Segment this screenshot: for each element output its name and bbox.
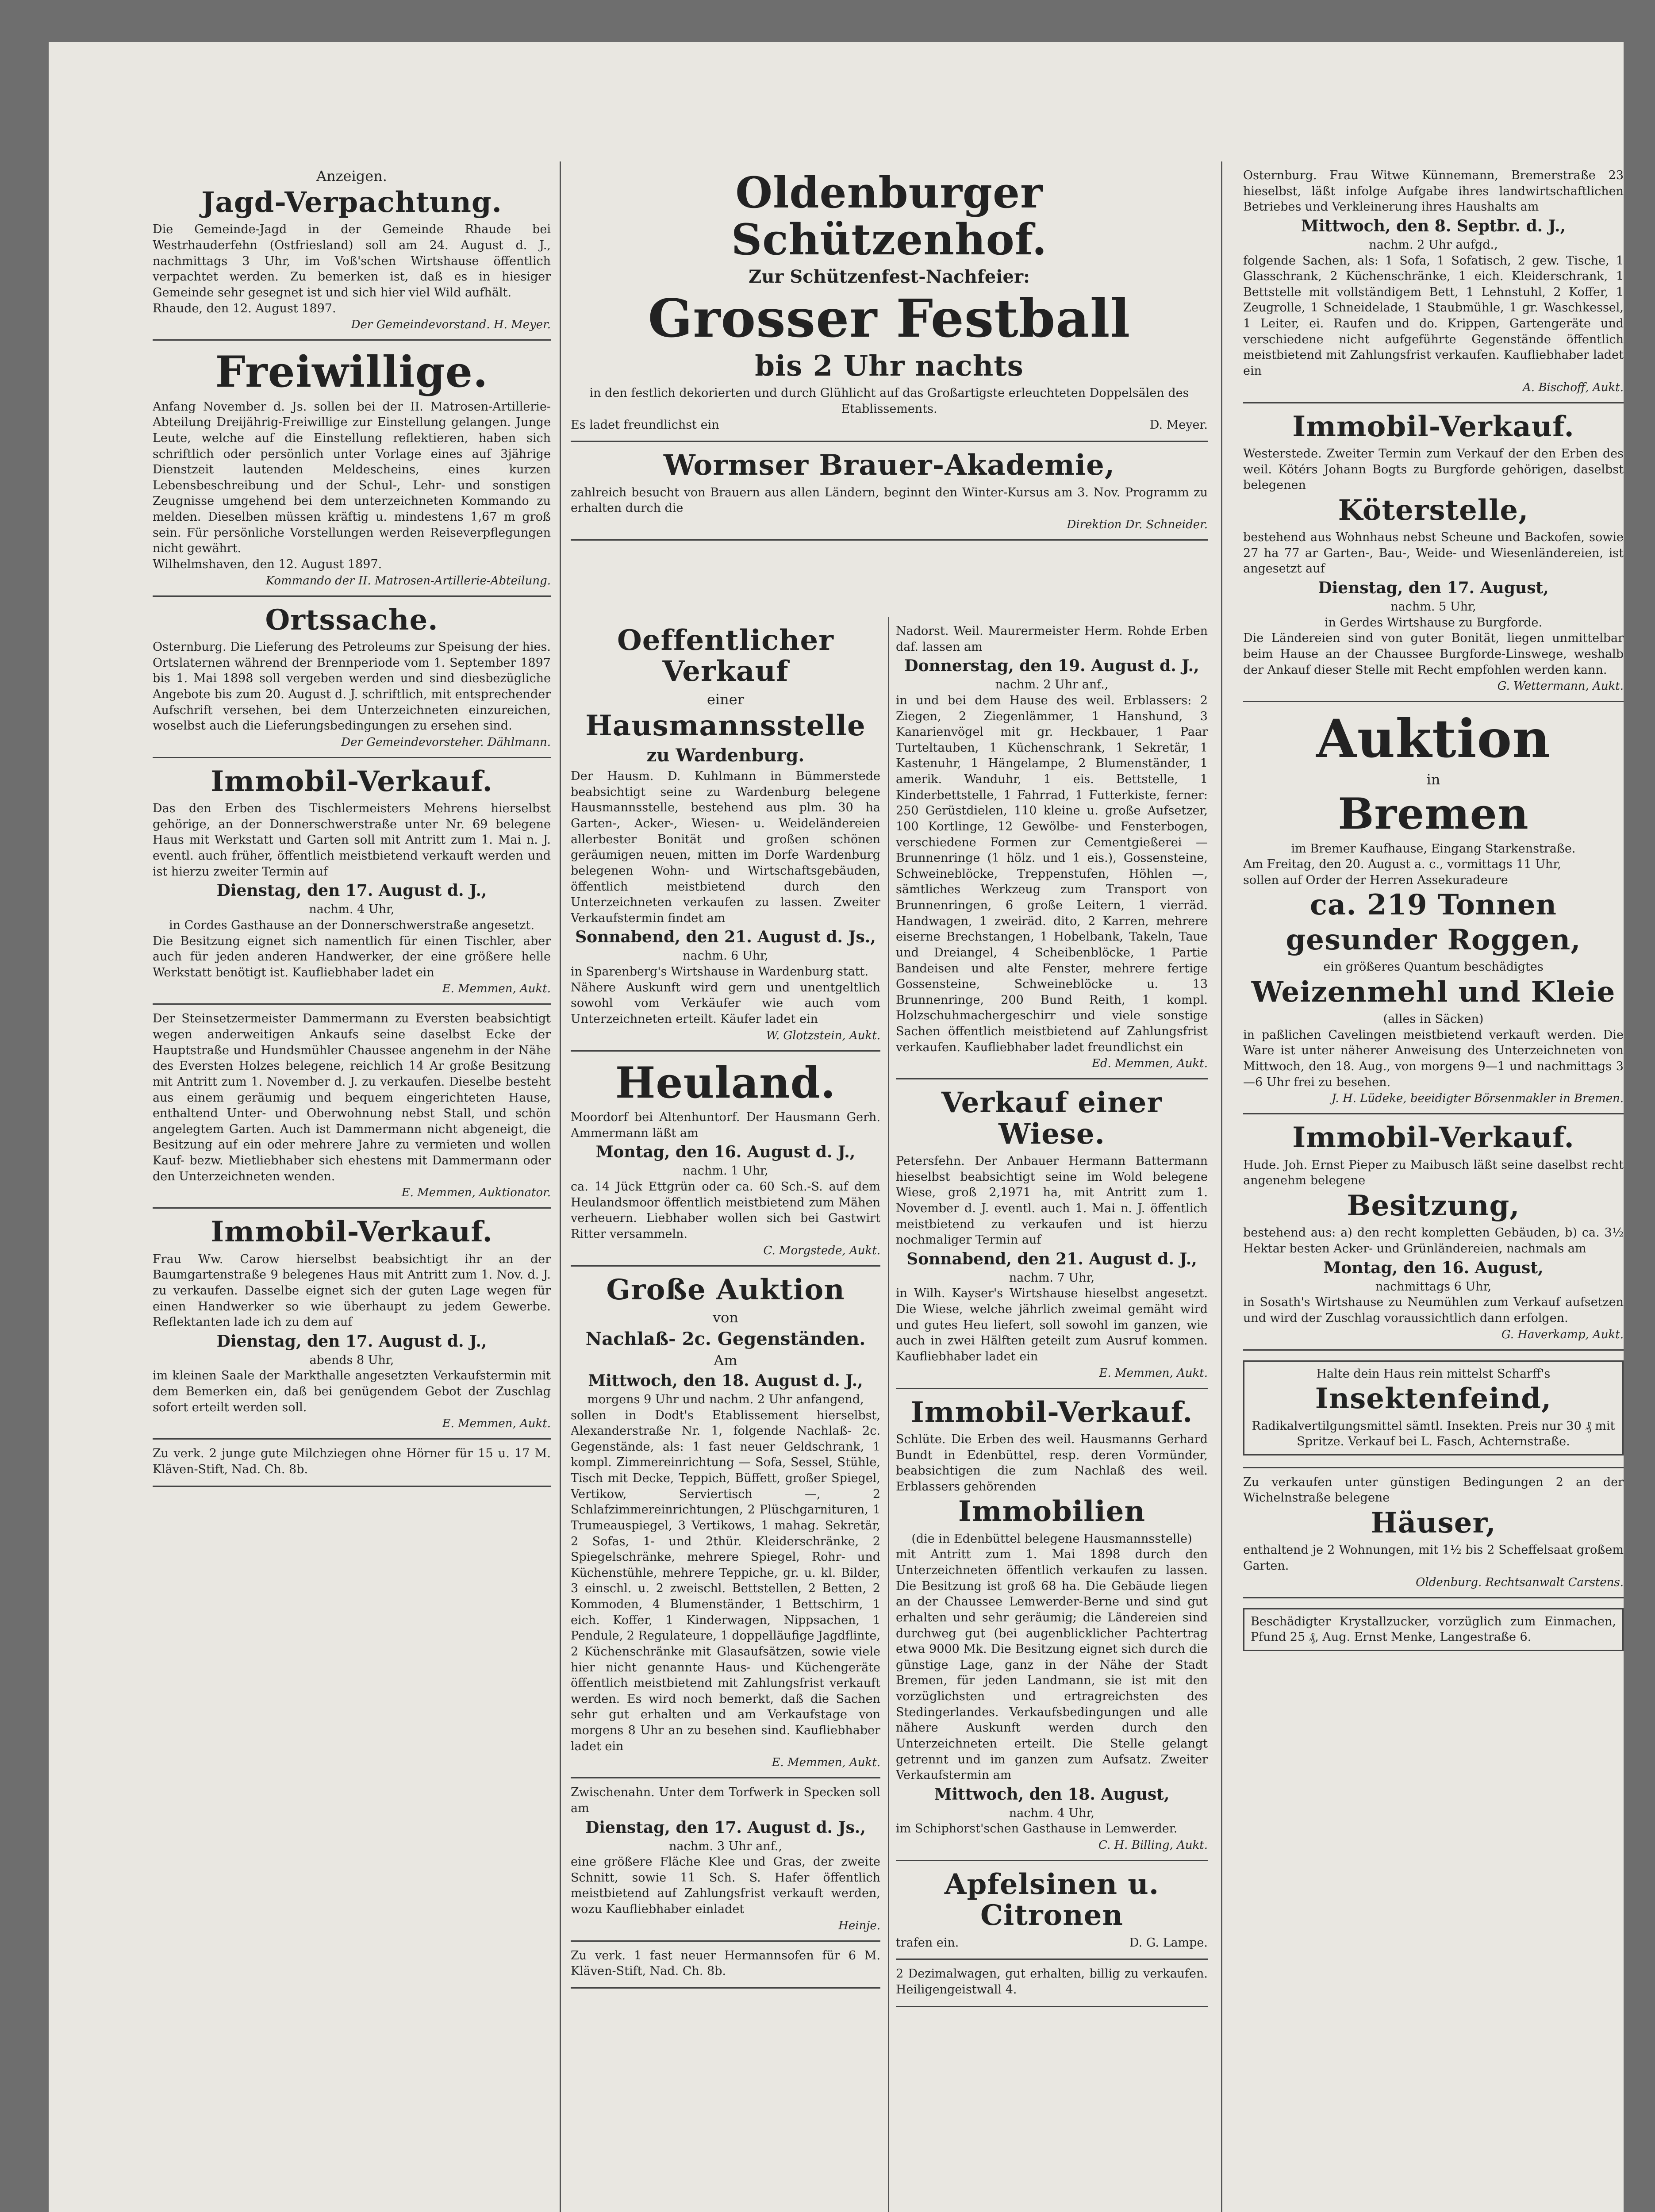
ad-heading: Verkauf einer Wiese. xyxy=(941,1086,1163,1151)
ad-heading: Wormser Brauer-Akademie, xyxy=(663,449,1115,482)
ad-wardenburg xyxy=(571,617,880,1052)
ad-milchziegen xyxy=(153,1440,551,1486)
ad-em: Besitzung, xyxy=(1347,1189,1520,1222)
ad-heading: Immobil-Verkauf. xyxy=(910,1395,1193,1429)
ad-date-line: Mittwoch, den 18. August, xyxy=(934,1785,1170,1804)
ad-body: Osternburg. Frau Witwe Künnemann, Bremerstraße 23 hieselbst, läßt infolge Aufgabe ihres landwirtschaftlichen Betriebes und Verkleinerung ihres Haushalts am xyxy=(1243,169,1624,214)
ad-big: ca. 219 Tonnen xyxy=(1309,888,1557,922)
ad-heuland xyxy=(571,1052,880,1267)
ad-signature: E. Memmen, Aukt. xyxy=(772,1756,880,1770)
ad-date-line: Mittwoch, den 8. Septbr. d. J., xyxy=(1301,216,1566,235)
ad-jagd xyxy=(153,161,551,341)
ad-body-2: in und bei dem Hause des weil. Erblassers: 2 Ziegen, 2 Ziegenlämmer, 1 Hanshund, 3 Kanarienvögel mit gr. Heckbauer, 1 Paar Turteltauben, 1 Küchenschrank, 1 Sekretär, 1 Kastenuhr, 1 Hängelampe, 2 Blumenständer, 1 amerik. Wanduhr, 1 eis. Bettstelle, 1 Kinderbettstelle, 1 Fahrrad, 1 Futterkiste, ferner: 250 Gerüstdielen, 110 kleine u. große Aufsetzer, 100 Kortlinge, 12 Gewölbe- und Fensterbogen, verschiedene Formen zur Cementgießerei — Brunnenringe (1 hölz. und 1 eis.), Gossensteine, Schweineblöcke, Treppenstufen, Höhlen —, sämtliches Werkzeug zum Transport von Brunnenringen, 6 große Leitern, 1 vierräd. Handwagen, 1 zweiräd. dito, 2 Karren, mehrere eiserne Brechstangen, 1 Hobelbank, Takeln, Taue und Dreiangel, 4 Scheibenblöcke, 1 Partie Bandeisen und alte Fenster, mehrere fertige Gossensteine, Schweineblöcke u. 13 Brunnenringe, 200 Bund Reith, 1 kompl. Holzschuhmachergeschirr und viele sonstige Sachen öffentlich meistbietend auf Zahlungsfrist verkaufen. Kaufliebhaber ladet freundlichst ein xyxy=(896,693,1208,1054)
ad-body: Anfang November d. Js. sollen bei der II. Matrosen-Artillerie-Abteilung Dreijährig-Freiwillige zur Einstellung gelangen. Junge Leute, welche auf die Einstellung reflektieren, haben sich schriftlich oder persönlich unter Vorlage eines auf 3jährige Dienstzeit lautenden Meldescheins, eines kurzen Lebensbeschreibung und der Schul-, Lehr- und sonstigen Zeugnisse umgehend bei dem unterzeichneten Kommando zu melden. Dieselben müssen kräftig u. mindestens 1,67 m groß sein. Für persönliche Vorstellungen werden Reiseverpflegungen nicht gewährt. xyxy=(153,399,551,556)
ad-subheading-2: bis 2 Uhr nachts xyxy=(755,349,1024,383)
ad-body: Nadorst. Weil. Maurermeister Herm. Rohde Erben daf. lassen am xyxy=(896,624,1208,654)
ad-nadorst xyxy=(896,617,1208,1079)
ad-place: in Sparenberg's Wirtshause in Wardenburg statt. xyxy=(571,965,869,979)
ad-body: sollen auf Order der Herren Assekuradeure xyxy=(1243,873,1508,887)
ad-date-line: Am Freitag, den 20. August a. c., vormittags 11 Uhr, xyxy=(1243,857,1561,872)
ad-body: Westerstede. Zweiter Termin zum Verkauf der den Erben des weil. Kötérs Johann Bogts zu Burgforde gehörigen, daselbst belegenen xyxy=(1243,446,1624,492)
column-2b xyxy=(896,617,1208,2212)
ad-body: 2 Dezimalwagen, gut erhalten, billig zu verkaufen. Heiligengeistwall 4. xyxy=(896,1967,1208,1997)
ad-signature: J. H. Lüdeke, beeidigter Börsenmakler in Bremen. xyxy=(1332,1092,1624,1106)
ad-place: in Gerdes Wirtshause zu Burgforde. xyxy=(1324,615,1543,630)
ad-body: Die Gemeinde-Jagd in der Gemeinde Rhaude bei Westrhauderfehn (Ostfriesland) soll am 24. August d. J., nachmittags 3 Uhr, im Voß'schen Wirtshause öffentlich verpachtet werden. Zu bemerken ist, daß es in hiesiger Gemeinde sehr gesegnet ist und sich hier viel Wild aufhält. xyxy=(153,223,551,300)
ad-body-2: Nähere Auskunft wird gern und unentgeltlich sowohl vom Verkäufer wie auch vom Unterzeichneten erteilt. Käufer ladet ein xyxy=(571,980,880,1026)
ad-place: in Cordes Gasthause an der Donnerschwerstraße angesetzt. xyxy=(169,918,534,932)
ad-signature: E. Memmen, Auktionator. xyxy=(401,1186,551,1200)
ad-signature: C. H. Billing, Aukt. xyxy=(1098,1839,1208,1852)
newspaper-page xyxy=(49,42,1624,2212)
ad-signature: Der Gemeindevorsteher. Dählmann. xyxy=(341,735,551,749)
ad-date-line: Dienstag, den 17. August d. Js., xyxy=(585,1818,866,1837)
ad-time: abends 8 Uhr, xyxy=(309,1353,394,1367)
ad-date-line: Montag, den 16. August, xyxy=(1323,1258,1544,1277)
ad-body: zahlreich besucht von Brauern aus allen Ländern, beginnt den Winter-Kursus am 3. Nov. Programm zu erhalten durch die xyxy=(571,485,1208,515)
ad-date-line: Sonnabend, den 21. August d. Js., xyxy=(575,928,876,947)
column-divider xyxy=(1221,161,1222,2212)
ad-sub: in xyxy=(1426,771,1440,788)
ad-heading: Apfelsinen u. Citronen xyxy=(944,1868,1160,1932)
ad-em: Immobilien xyxy=(958,1495,1145,1528)
ad-time: nachm. 4 Uhr, xyxy=(1009,1806,1095,1820)
ad-time: nachm. 7 Uhr, xyxy=(1009,1271,1095,1285)
ad-brauer-akademie xyxy=(571,442,1208,541)
column-3 xyxy=(1243,161,1624,2212)
ad-place: im kleinen Saale der Markthalle angesetzten Verkaufstermin mit dem Bemerken ein, daß bei genügendem Gebot der Zuschlag sofort erteilt werden soll. xyxy=(153,1369,551,1414)
ad-body: Radikalvertilgungsmittel sämtl. Insekten. Preis nur 30 ₰ mit Spritze. Verkauf bei L. Fasch, Achternstraße. xyxy=(1252,1419,1615,1449)
ad-time: nachmittags 6 Uhr, xyxy=(1375,1279,1492,1294)
ad-signature: Ed. Memmen, Aukt. xyxy=(1091,1057,1208,1071)
ad-sub-3: (alles in Säcken) xyxy=(1383,1012,1484,1026)
ad-body: Der Hausm. D. Kuhlmann in Bümmerstede beabsichtigt seine zu Wardenburg belegene Hausmannsstelle, bestehend aus plm. 30 ha Garten-, Acker-, Wiesen- u. Weideländereien allerbester Bonität und großen schönen geräumigen neuen, mitten im Dorfe Wardenburg belegenen Wohn- und Wirtschaftsgebäuden, öffentlich meistbietend durch den Unterzeichneten verkaufen zu lassen. Zweiter Verkaufstermin findet am xyxy=(571,769,880,925)
ad-heading: Oldenburger Schützenhof. xyxy=(731,168,1048,265)
ad-body-2: mit Antritt zum 1. Mai 1898 durch den Unterzeichneten öffentlich verkaufen zu lassen. Die Besitzung ist groß 68 ha. Die Gebäude liegen an der Chaussee Lemwerder-Berne und sind gut erhalten und sehr geräumig; die Ländereien sind durchweg gut (bei augenblicklicher Pachtertrag etwa 9000 Mk. Die Besitzung eignet sich durch die günstige Lage, ganz in der Nähe der Stadt Bremen, für jeden Landmann, sie ist mit den vorzüglichsten und ertragreichsten des Stedingerlandes. Verkaufsbedingungen und alle nähere Auskunft werden durch den Unterzeichneten erteilt. Die Stelle gelangt getrennt und im ganzen zum Aufsatz. Zweiter Verkaufstermin am xyxy=(896,1548,1208,1782)
ad-body-2: ca. 14 Jück Ettgrün oder ca. 60 Sch.-S. auf dem Heulandsmoor öffentlich meistbietend zum Mähen verheuern. Liebhaber wollen sich bei Gastwirt Ritter versammeln. xyxy=(571,1180,880,1241)
ad-sub: (die in Edenbüttel belegene Hausmannsstelle) xyxy=(911,1532,1192,1546)
section-title: Anzeigen. xyxy=(316,168,387,184)
ad-body: in den festlich dekorierten und durch Glühlicht auf das Großartigste erleuchteten Doppelsälen des Etablissements. xyxy=(589,386,1189,416)
ad-body: Hude. Joh. Ernst Pieper zu Maibusch läßt seine daselbst recht angenehm belegene xyxy=(1243,1158,1624,1188)
ad-time: nachm. 1 Uhr, xyxy=(683,1164,768,1178)
ad-dezimalwagen xyxy=(896,1960,1208,2007)
ad-body: Frau Ww. Carow hierselbst beabsichtigt ihr an der Baumgartenstraße 9 belegenes Haus mit Antritt zum 1. Nov. d. J. zu verkaufen. Dasselbe eignet sich der guten Lage wegen für einen Handwerker so wie überhaupt zu jedem Gewerbe. Reflektanten lade ich zu dem auf xyxy=(153,1252,551,1329)
framed-box xyxy=(1243,1608,1624,1651)
ad-signature: E. Memmen, Aukt. xyxy=(442,1417,551,1431)
ad-em: Häuser, xyxy=(1371,1506,1496,1540)
ad-date-line: Montag, den 16. August d. J., xyxy=(595,1143,856,1162)
ad-freiwillige xyxy=(153,341,551,596)
column-2a xyxy=(571,617,880,2212)
ad-signature: Oldenburg. Rechtsanwalt Carstens. xyxy=(1416,1575,1624,1589)
ad-kuennemann xyxy=(1243,161,1624,403)
ad-body: Zu verk. 2 junge gute Milchziegen ohne Hörner für 15 u. 17 M. Kläven-Stift, Nad. Ch. 8b. xyxy=(153,1447,551,1476)
ad-wiese xyxy=(896,1079,1208,1389)
ad-body-2: bestehend aus: a) den recht kompletten Gebäuden, b) ca. 3½ Hektar besten Acker- und Grünländereien, nachmals am xyxy=(1243,1226,1624,1256)
ad-immobil-pieper xyxy=(1243,1114,1624,1350)
column-divider xyxy=(560,161,561,2212)
ad-date-line: Dienstag, den 17. August, xyxy=(1318,579,1549,598)
ad-signature: Der Gemeindevorstand. H. Meyer. xyxy=(351,318,551,332)
ad-immobil-mehrens xyxy=(153,758,551,1005)
ad-time: nachm. 2 Uhr aufgd., xyxy=(1369,238,1498,252)
ad-heading: Immobil-Verkauf. xyxy=(1292,1121,1574,1155)
ad-frame-text: Beschädigter Krystallzucker, vorzüglich zum Einmachen, Pfund 25 ₰, Aug. Ernst Menke, Langestraße 6. xyxy=(1251,1614,1616,1644)
ad-body-2: ein größeres Quantum beschädigtes xyxy=(1323,960,1544,974)
ad-immobil-bogts xyxy=(1243,403,1624,703)
ad-heading: Jagd-Verpachtung. xyxy=(201,186,502,219)
ad-signature: G. Haverkamp, Aukt. xyxy=(1501,1328,1624,1341)
ad-signature: Kommando der II. Matrosen-Artillerie-Abteilung. xyxy=(265,574,551,588)
ad-body: Moordorf bei Altenhuntorf. Der Hausmann Gerh. Ammermann läßt am xyxy=(571,1110,880,1140)
ad-big-title: Grosser Festball xyxy=(648,288,1131,349)
ad-time: nachm. 5 Uhr, xyxy=(1390,600,1476,614)
column-1 xyxy=(153,161,551,2212)
ad-body: Der Steinsetzermeister Dammermann zu Eversten beabsichtigt wegen anderweitigen Ankaufs seine daselbst Ecke der Hauptstraße und Hundsmühler Chaussee angenehm in der Nähe des Eversten Holzes belegene, reichlich 14 Ar große Besitzung mit Antritt zum 1. November d. J. zu verkaufen. Dieselbe besteht aus einem geräumig und bequem eingerichteten Hause, enthaltend Unter- und Oberwohnung nebst Stall, und schön angelegtem Garten. Auch ist Dammermann nicht abgeneigt, die Besitzung auf ein oder mehrere Jahre zu vermieten und wollen Kauf- bezw. Mietliebhaber sich ehestens mit Dammermann oder den Unterzeichneten wenden. xyxy=(153,1012,551,1183)
framed-box xyxy=(1243,1360,1624,1455)
ad-invite: Es ladet freundlichst ein D. Meyer. xyxy=(571,418,1208,432)
ad-sub-2: zu Wardenburg. xyxy=(646,745,805,766)
ad-hermannsofen xyxy=(571,1942,880,1989)
ad-date: Wilhelmshaven, den 12. August 1897. xyxy=(153,557,382,571)
ad-date-line: Sonnabend, den 21. August d. J., xyxy=(906,1249,1197,1268)
ad-signature: C. Morgstede, Aukt. xyxy=(763,1244,880,1257)
ad-signature: E. Memmen, Aukt. xyxy=(1099,1366,1208,1380)
ad-body: Zu verk. 1 fast neuer Hermannsofen für 6 M. Kläven-Stift, Nad. Ch. 8b. xyxy=(571,1948,880,1978)
ad-em: Hausmannsstelle xyxy=(585,709,866,742)
ad-body: Schlüte. Die Erben des weil. Hausmanns Gerhard Bundt in Edenbüttel, resp. deren Vormünder, beabsichtigen die zum Nachlaß des weil. Erblassers gehörenden xyxy=(896,1432,1208,1494)
column-2-top xyxy=(571,161,1208,617)
ad-body: Zwischenahn. Unter dem Torfwerk in Specken soll am xyxy=(571,1786,880,1815)
ad-heading: Heuland. xyxy=(615,1057,836,1108)
ad-heading: Immobil-Verkauf. xyxy=(211,764,493,798)
ad-sub-2: im Bremer Kaufhause, Eingang Starkenstraße. xyxy=(1291,841,1576,856)
ad-krystallzucker xyxy=(1243,1598,1624,1663)
ad-heading: Oeffentlicher Verkauf xyxy=(617,624,834,688)
ad-date-line: Donnerstag, den 19. August d. J., xyxy=(904,657,1199,676)
ad-signature: W. Glotzstein, Aukt. xyxy=(766,1029,880,1042)
ad-heading: Ortssache. xyxy=(265,603,438,637)
ad-body: Zu verkaufen unter günstigen Bedingungen 2 an der Wichelnstraße belegene xyxy=(1243,1475,1624,1505)
ad-date: Rhaude, den 12. August 1897. xyxy=(153,301,336,315)
ad-haeuser xyxy=(1243,1468,1624,1598)
ad-apfelsinen xyxy=(896,1861,1208,1960)
ad-body-2: Die Besitzung eignet sich namentlich für einen Tischler, aber auch für jeden anderen Handwerker, der eine größere helle Werkstatt benötigt ist. Kaufliebhaber ladet ein xyxy=(153,934,551,979)
ad-ortssache xyxy=(153,597,551,758)
ad-body-2: enthaltend je 2 Wohnungen, mit 1½ bis 2 Scheffelsaat großem Garten. xyxy=(1243,1543,1624,1573)
ad-immobil-bundt xyxy=(896,1389,1208,1862)
ad-em: Köterstelle, xyxy=(1338,493,1529,527)
ad-body: sollen in Dodt's Etablissement hierselbst, Alexanderstraße Nr. 1, folgende Nachlaß- 2c. Gegenstände, als: 1 fast neuer Geldschrank, 1 kompl. Zimmereinrichtung — Sofa, Sessel, Stühle, Tisch mit Decke, Teppich, Büffett, großer Spiegel, Vertikow, Serviertisch —, 2 Schlafzimmereinrichtungen, 2 Plüschgarnituren, 1 Trumeauspiegel, 3 Vertikows, 1 mahag. Sekretär, 2 Sofas, 1- und 2thür. Kleiderschränke, 2 Spiegelschränke, mehrere Spiegel, Rohr- und Küchenstühle, mehrere Teppiche, gr. u. kl. Bilder, 3 einschl. u. 2 zweischl. Bettstellen, 2 Betten, 2 Kommoden, 4 Blumenständer, 1 Bettschirm, 1 eich. Koffer, 1 Kinderwagen, Nippsachen, 1 Pendule, 2 Regulateure, 1 doppelläufige Jagdflinte, 2 Küchenschränke mit Glasaufsätzen, sowie viele hier nicht genannte Haus- und Küchengeräte öffentlich meistbietend mit Zahlungsfrist verkauft werden. Es wird noch bemerkt, daß die Sachen sehr gut erhalten und am Verkaufstage von morgens 8 Uhr an zu besehen sind. Kaufliebhaber ladet ein xyxy=(571,1408,880,1753)
ad-time: nachm. 3 Uhr anf., xyxy=(669,1839,782,1853)
ad-subheading: Zur Schützenfest-Nachfeier: xyxy=(749,266,1030,288)
ad-big-3: Weizenmehl und Kleie xyxy=(1251,975,1616,1009)
ad-signature: G. Wettermann, Aukt. xyxy=(1497,680,1624,693)
ad-sub: einer xyxy=(707,691,744,708)
ad-heading: Immobil-Verkauf. xyxy=(1292,410,1574,443)
ad-date-line: Dienstag, den 17. August d. J., xyxy=(216,881,487,900)
ad-sub: von xyxy=(713,1309,738,1326)
ad-zwischenahn xyxy=(571,1778,880,1941)
ad-grosse-auktion xyxy=(571,1267,880,1779)
ad-dammermann xyxy=(153,1005,551,1209)
ad-body: Das den Erben des Tischlermeisters Mehrens hierselbst gehörige, an der Donnerschwerstraße unter Nr. 69 belegene Haus mit Werkstatt und Garten soll mit Antritt zum 1. Mai n. J. eventl. auch früher, öffentlich meistbietend verkauft werden und ist hierzu zweiter Termin auf xyxy=(153,802,551,879)
ad-frame-text: Halte dein Haus rein mittelst Scharff's xyxy=(1316,1367,1551,1381)
ad-time: nachm. 6 Uhr, xyxy=(683,949,768,963)
ad-body-2: eine größere Fläche Klee und Gras, der zweite Schnitt, sowie 11 Sch. S. Hafer öffentlich meistbietend auf Zahlungsfrist verkauft werden, wozu Kaufliebhaber einladet xyxy=(571,1855,880,1916)
ad-body-2: in Wilh. Kayser's Wirtshause hieselbst angesetzt. Die Wiese, welche jährlich zweimal gemäht wird und gutes Heu liefert, soll sowohl im ganzen, wie auch in zwei Hälften geteilt zum Ausruf kommen. Kaufliebhaber ladet ein xyxy=(896,1286,1208,1363)
ad-place: in Sosath's Wirtshause zu Neumühlen zum Verkauf aufsetzen und wird der Zuschlag voraussichtlich dann erfolgen. xyxy=(1243,1295,1624,1325)
ad-signature: Heinje. xyxy=(838,1919,880,1932)
ad-em: Nachlaß- 2c. Gegenständen. xyxy=(585,1328,866,1349)
ad-immobil-carow xyxy=(153,1209,551,1440)
ad-em: Insektenfeind, xyxy=(1315,1382,1552,1416)
ad-sub-2: Am xyxy=(714,1352,737,1369)
ad-body-3: in paßlichen Cavelingen meistbietend verkauft werden. Die Ware ist unter näherer Anweisung des Unterzeichneten von Mittwoch, den 18. Aug., von morgens 9—1 und nachmittags 3—6 Uhr frei zu besehen. xyxy=(1243,1028,1624,1089)
ad-signature: A. Bischoff, Aukt. xyxy=(1523,380,1624,394)
ad-signature: Direktion Dr. Schneider. xyxy=(1067,518,1208,531)
ad-heading: Große Auktion xyxy=(606,1273,845,1306)
ad-body-2: bestehend aus Wohnhaus nebst Scheune und Backofen, sowie 27 ha 77 ar Garten-, Bau-, Weide- und Wiesenländereien, ist angesetzt auf xyxy=(1243,530,1624,576)
ad-body-3: Die Ländereien sind von guter Bonität, liegen unmittelbar beim Hause an der Chaussee Burgforde-Linswege, weshalb der Ankauf dieser Stelle mit Recht empfohlen werden kann. xyxy=(1243,631,1624,677)
ad-date-line: Dienstag, den 17. August d. J., xyxy=(216,1332,487,1351)
ad-body: Petersfehn. Der Anbauer Hermann Battermann hieselbst beabsichtigt seine im Wold belegene Wiese, groß 2,1971 ha, mit Antritt zum 1. November d. J. eventl. auch 1. Mai n. J. öffentlich meistbietend zu verkaufen und ist hierzu nochmaliger Termin auf xyxy=(896,1154,1208,1247)
ad-body: trafen ein. D. G. Lampe. xyxy=(896,1936,1208,1950)
ad-body: Osternburg. Die Lieferung des Petroleums zur Speisung der hies. Ortslaternen während der Brennperiode vom 1. September 1897 bis 1. Mai 1898 soll vergeben werden und sind diesbezügliche Angebote bis zum 20. August d. J. schriftlich, mit entsprechender Aufschrift versehen, bei dem Unterzeichneten einzureichen, woselbst auch die Lieferungsbedingungen zu ersehen sind. xyxy=(153,640,551,733)
ad-date-line: Mittwoch, den 18. August d. J., xyxy=(588,1371,863,1390)
ad-time: morgens 9 Uhr und nachm. 2 Uhr anfangend, xyxy=(587,1392,864,1406)
ad-place: im Schiphorst'schen Gasthause in Lemwerder. xyxy=(896,1822,1178,1836)
ad-heading: Freiwillige. xyxy=(215,347,488,397)
ad-body-2: folgende Sachen, als: 1 Sofa, 1 Sofatisch, 2 gew. Tische, 1 Glasschrank, 2 Küchenschränke, 1 eich. Kleiderschrank, 1 Bettstelle mit vollständigem Bett, 1 Lehnstuhl, 2 Koffer, 1 Zeugrolle, 1 Schneidelade, 1 Staubmühle, 1 gr. Waschkessel, 1 Leiter, ei. Raufen und do. Krippen, Gartengeräte und verschiedene nicht aufgeführte Gegenstände öffentlich meistbietend mit Zahlungsfrist verkaufen. Kaufliebhaber ladet ein xyxy=(1243,253,1624,378)
ad-big-2: gesunder Roggen, xyxy=(1286,923,1581,956)
ad-time: nachm. 2 Uhr anf., xyxy=(995,678,1109,692)
ad-auktion-bremen xyxy=(1243,702,1624,1114)
ad-heading: Immobil-Verkauf. xyxy=(211,1215,493,1249)
ad-schuetzenhof xyxy=(571,161,1208,442)
ad-time: nachm. 4 Uhr, xyxy=(309,902,395,917)
ad-em: Bremen xyxy=(1338,788,1529,839)
ad-heading: Auktion xyxy=(1316,708,1551,770)
ad-signature: E. Memmen, Aukt. xyxy=(442,982,551,996)
column-divider xyxy=(888,617,889,2212)
ad-insektenfeind xyxy=(1243,1351,1624,1468)
